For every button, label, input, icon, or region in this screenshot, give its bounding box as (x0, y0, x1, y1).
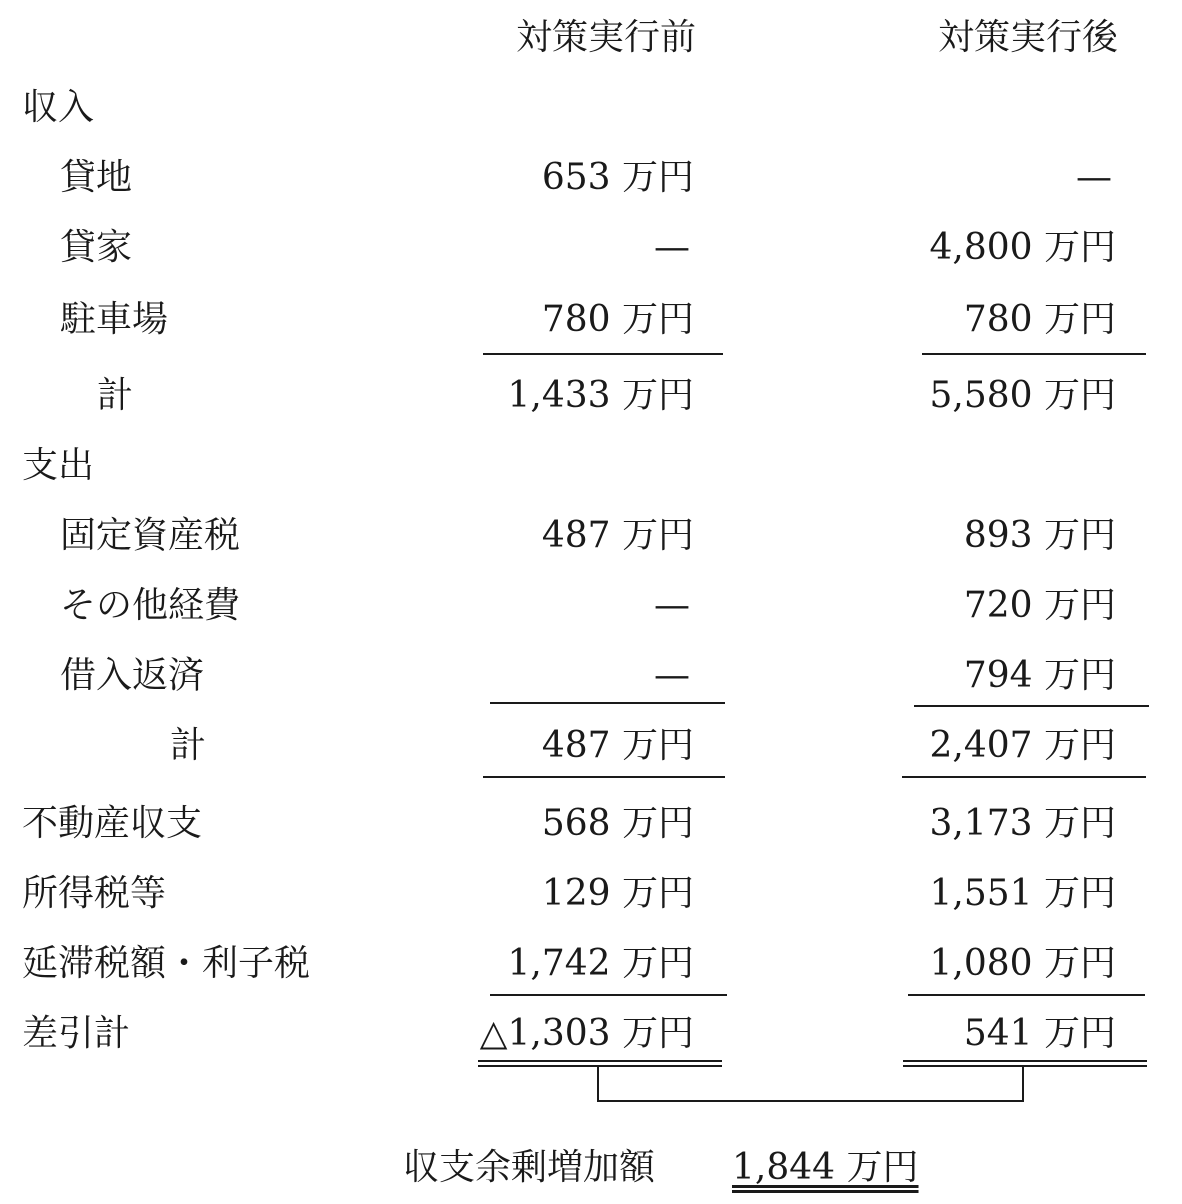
expense-row-after: 794 万円 (963, 655, 1116, 696)
expense-row-label: 借入返済 (60, 655, 205, 696)
expense-total-after: 2,407 万円 (929, 725, 1116, 766)
summary-row-after: 1,551 万円 (929, 873, 1116, 914)
header-before: 対策実行前 (516, 17, 697, 58)
expense-subtotal-rule-before (490, 702, 725, 704)
summary-rule-after (908, 994, 1145, 996)
expense-section-label: 支出 (22, 445, 95, 486)
expense-row-before: — (654, 655, 690, 696)
income-section-label: 収入 (22, 87, 95, 128)
net-label: 差引計 (22, 1013, 131, 1054)
net-before: △1,303 万円 (479, 1013, 694, 1054)
income-row-before: 653 万円 (541, 157, 694, 198)
summary-row-label: 所得税等 (22, 873, 167, 914)
net-double-rule-before (478, 1060, 722, 1067)
expense-total-rule-after (902, 776, 1146, 778)
income-row-label: 貸家 (60, 227, 133, 268)
bracket-bar (597, 1100, 1024, 1102)
net-double-rule-after (903, 1060, 1147, 1067)
expense-total-before: 487 万円 (541, 725, 694, 766)
income-row-label: 貸地 (60, 157, 133, 198)
expense-row-label: 固定資産税 (60, 515, 241, 556)
expense-total-label: 計 (170, 725, 207, 766)
net-after: 541 万円 (963, 1013, 1116, 1054)
header-after: 対策実行後 (938, 17, 1119, 58)
summary-row-label: 延滞税額・利子税 (22, 943, 311, 984)
expense-row-after: 893 万円 (963, 515, 1116, 556)
income-total-before: 1,433 万円 (507, 375, 694, 416)
income-row-after: 4,800 万円 (929, 227, 1116, 268)
expense-row-before: 487 万円 (541, 515, 694, 556)
increase-label: 収支余剰増加額 (403, 1147, 656, 1188)
summary-row-before: 568 万円 (541, 803, 694, 844)
summary-row-before: 129 万円 (541, 873, 694, 914)
expense-row-label: その他経費 (60, 585, 241, 626)
increase-value: 1,844 万円 (732, 1147, 919, 1188)
bracket-right-leg (1022, 1066, 1024, 1102)
income-subtotal-rule-after (922, 353, 1146, 355)
income-row-before: 780 万円 (541, 299, 694, 340)
summary-row-label: 不動産収支 (22, 803, 203, 844)
income-subtotal-rule-before (483, 353, 723, 355)
expense-row-before: — (654, 585, 690, 626)
income-row-after: — (1076, 157, 1112, 198)
expense-row-after: 720 万円 (963, 585, 1116, 626)
summary-row-after: 1,080 万円 (929, 943, 1116, 984)
summary-row-after: 3,173 万円 (929, 803, 1116, 844)
expense-subtotal-rule-after (914, 705, 1149, 707)
income-total-label: 計 (97, 375, 134, 416)
expense-total-rule-before (483, 776, 725, 778)
income-row-label: 駐車場 (60, 299, 169, 340)
summary-rule-before (490, 994, 727, 996)
income-row-before: — (654, 227, 690, 268)
summary-row-before: 1,742 万円 (507, 943, 694, 984)
income-total-after: 5,580 万円 (929, 375, 1116, 416)
bracket-left-leg (597, 1066, 599, 1102)
income-row-after: 780 万円 (963, 299, 1116, 340)
